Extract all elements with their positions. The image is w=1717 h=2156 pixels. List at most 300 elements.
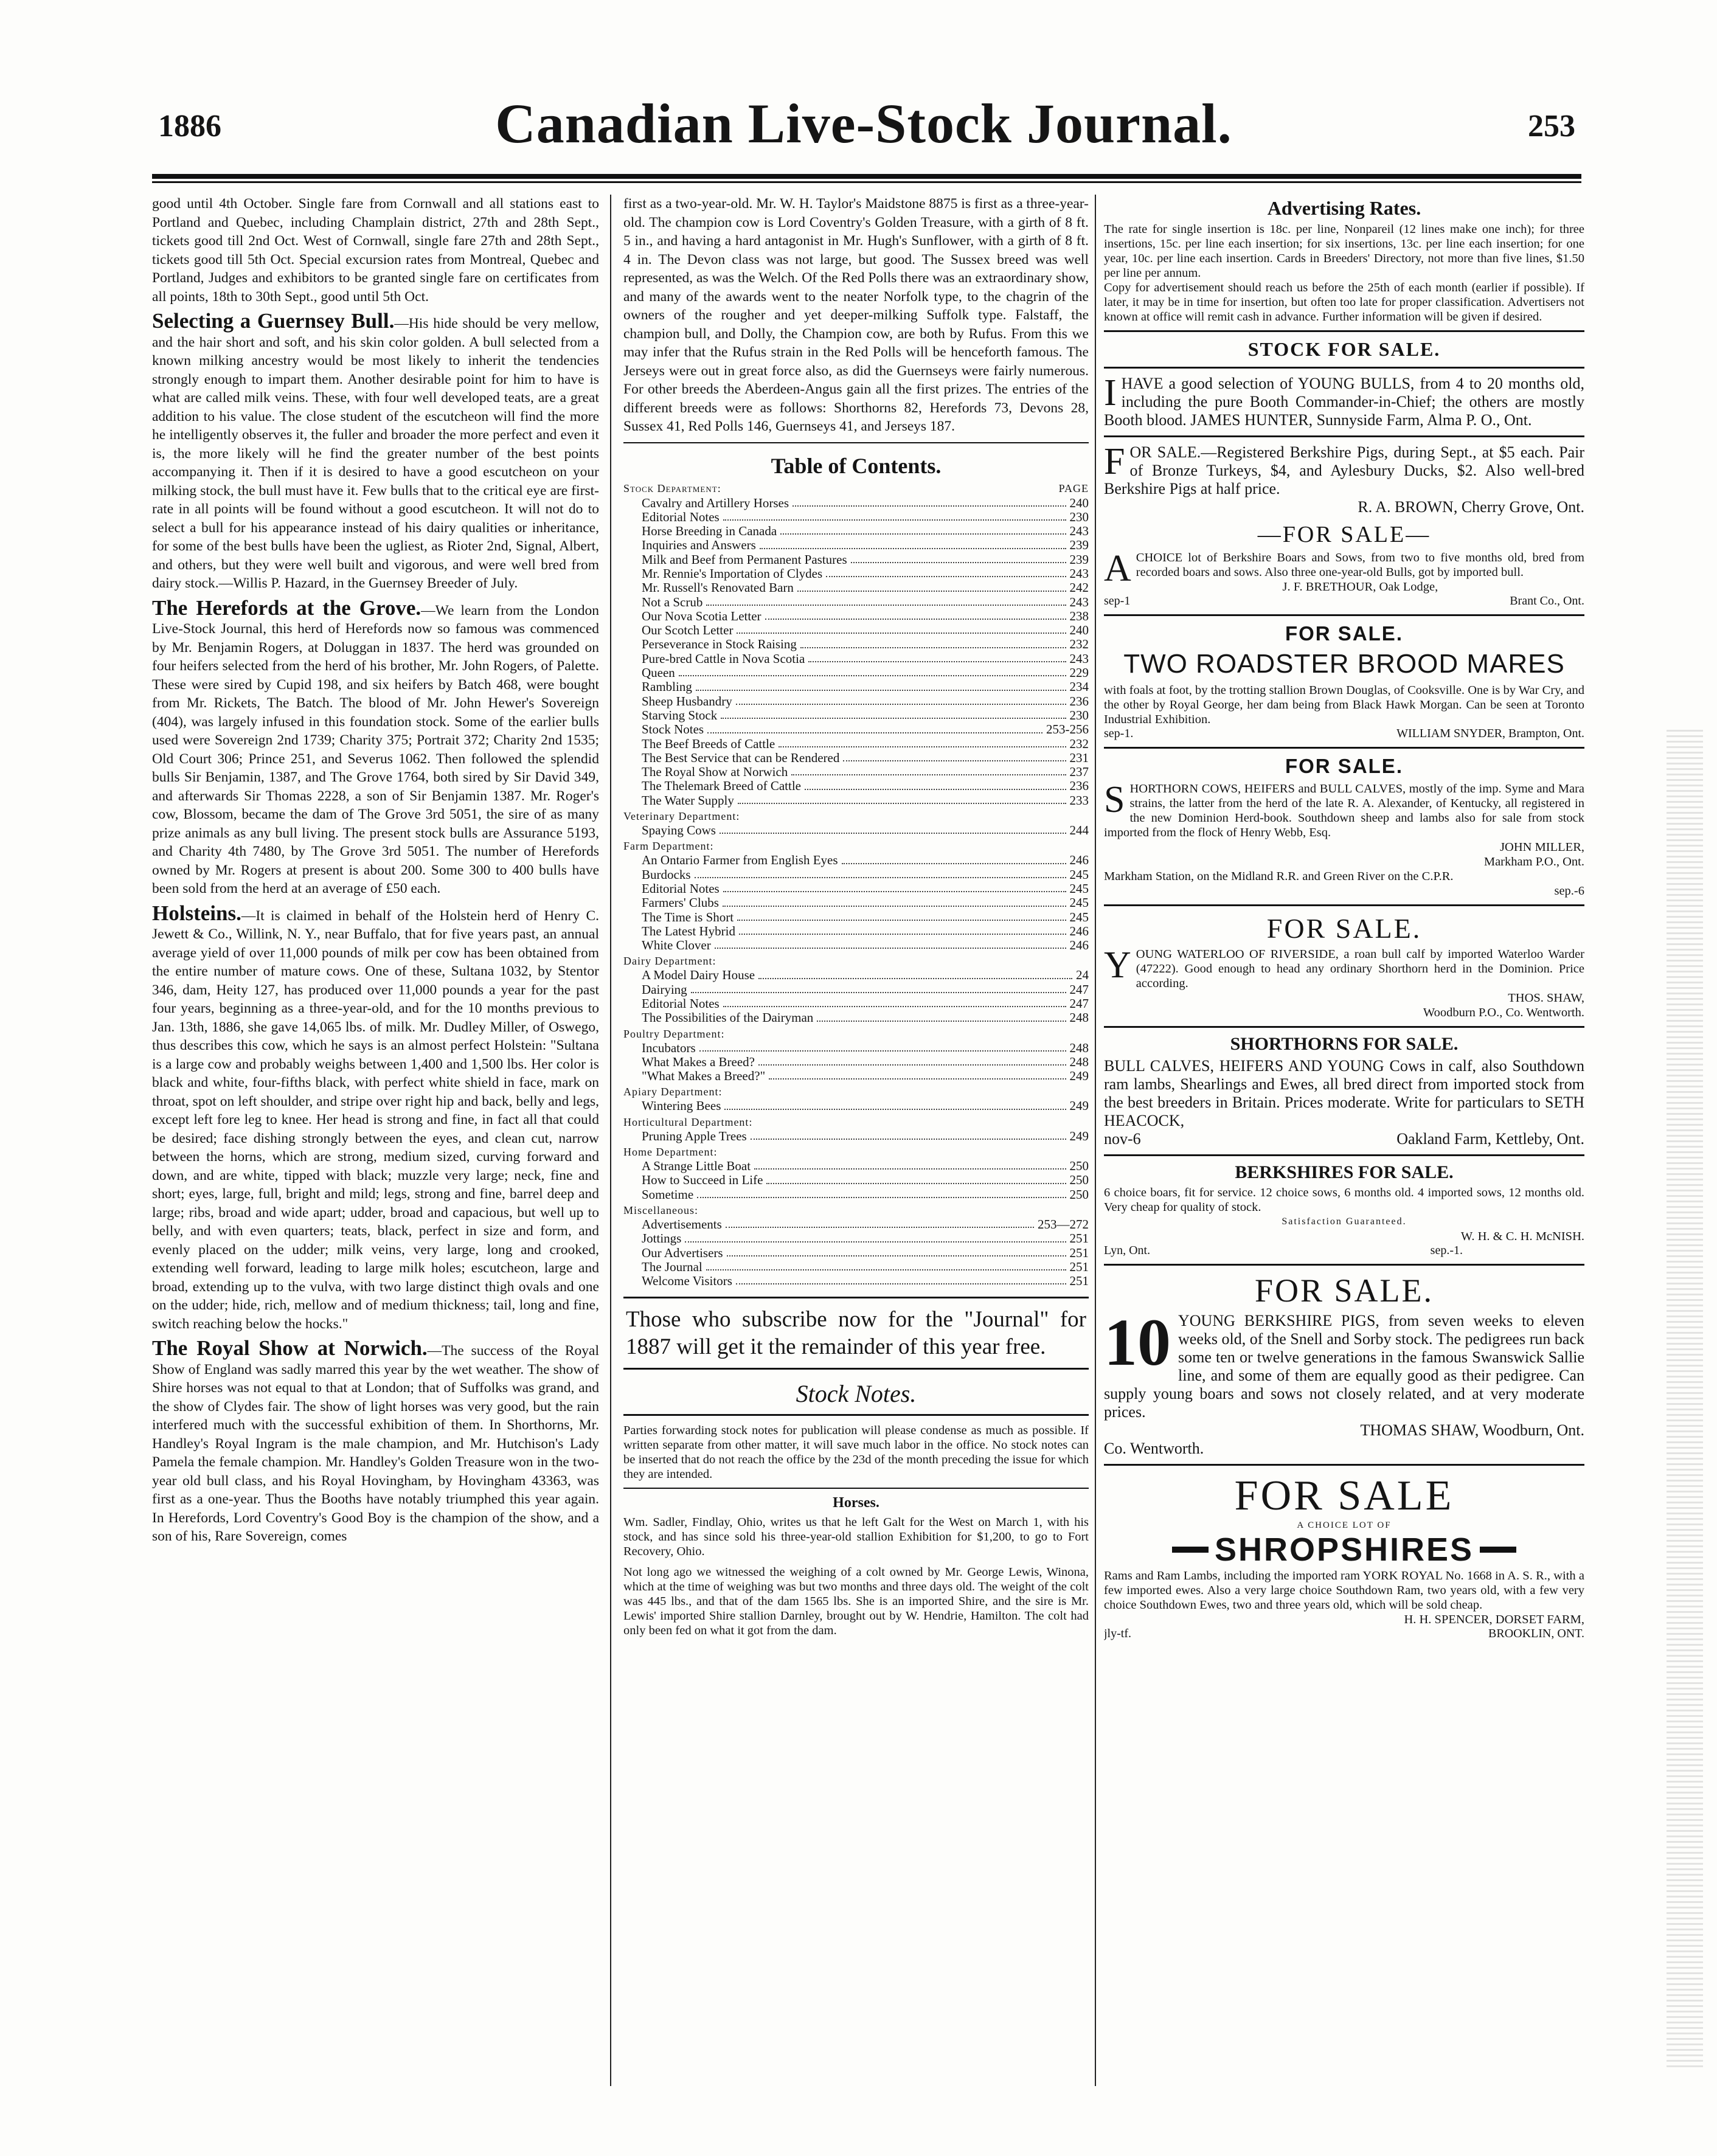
brown-ad-text: OR SALE.—Registered Berkshire Pigs, during Sept., at $5 each. Pair of Bronze Turkeys, $4, and Aylesbury Ducks, $2. Also well-bred Berkshire Pigs at half price. (1104, 443, 1584, 497)
toc-entry (623, 882, 1089, 896)
toc-entry-title: The Time is Short (642, 909, 734, 924)
toc-entry (623, 1041, 1089, 1055)
toc-entry-title: Mr. Russell's Renovated Barn (642, 580, 794, 595)
snyder-ad-text: with foals at foot, by the trotting stallion Brown Douglas, of Cooksville. One is by War Cry, and the other by Royal George, her dam being from Black Hawk Morgan. Can be seen at Toronto Industrial Exhibition. (1104, 684, 1584, 726)
toc-dot-leader (736, 695, 1066, 705)
toc-entry-title: Spaying Cows (642, 823, 716, 838)
toc-entry (623, 924, 1089, 938)
toc-entry (623, 823, 1089, 837)
toc-dot-leader (724, 1099, 1066, 1109)
shaw-pigs-ad-text: YOUNG BERKSHIRE PIGS, from seven weeks to eleven weeks old, of the Snell and Sorby stock. The pedigrees run back some ten or twelve generations in the famous Swanswick Sallie line, and some of them are equally good as their pedigree. Can supply young boars and sows not closely related, and at very moderate prices. (1104, 1312, 1584, 1421)
toc-dot-leader (699, 1041, 1066, 1052)
toc-entry-page: 246 (1069, 923, 1089, 938)
spencer-ad-location: BROOKLIN, ONT. (1488, 1627, 1584, 1640)
toc-dot-leader (817, 1011, 1066, 1021)
toc-section-heading: Farm Department: (623, 840, 714, 853)
column-divider-1 (610, 195, 611, 2086)
toc-entry (623, 695, 1089, 709)
toc-entry (623, 737, 1089, 751)
heacock-ad-heading: SHORTHORNS FOR SALE. (1230, 1034, 1459, 1054)
toc-entry (623, 496, 1089, 510)
guernsey-heading: Selecting a Guernsey Bull. (152, 309, 395, 333)
toc-dot-leader (723, 510, 1066, 521)
toc-entry (623, 652, 1089, 666)
toc-dot-leader (808, 652, 1066, 662)
toc-entry (623, 581, 1089, 595)
toc-entry-title: Welcome Visitors (642, 1274, 732, 1289)
royal-show-body: —The success of the Royal Show of England was sadly marred this year by the wet weather. The show of Shire horses was not equal to that at London; that of Suffolks was grand, and the show of Clydes fair. The show of light horses was very good, but the rain interfered much with the successful exhibition of them. In Shorthorns, Mr. Handley's Royal Ingram is the male champion, and Mr. Hutchison's Lady Pamela the female champion. Mr. Handley's Golden Treasure won in the two-year old bull class, and his Royal Hovingham, by Hovingham 43363, was first as a one-year. Thus the Booths have notably triumphed this year again. In Herefords, Lord Coventry's Good Boy is the champion of the show, and a son of his, Rare Sovereign, comes (152, 1343, 599, 1544)
toc-entry-page: 251 (1069, 1245, 1089, 1260)
toc-dot-leader (826, 567, 1066, 577)
toc-dot-leader (800, 637, 1066, 648)
toc-entry (623, 751, 1089, 765)
shaw-pigs-ad-signature: THOMAS SHAW, Woodburn, Ont. (1360, 1421, 1584, 1439)
holsteins-body: —It is claimed in behalf of the Holstein herd of Henry C. Jewett & Co., Willink, N. Y., near Buffalo, that for five years past, an annual average yield of over 11,000 pounds of milk per cow has been obtained from the entire number of mature cows. One of these, Sultana 1032, by Stentor 346, dam, Heity 127, has produced over 11,000 pounds a year for the past four years, beginning as a three-year-old, and for the 10 months previous to Jan. 13th, 1886, she gave 14,065 lbs. of milk. Mr. Dudley Miller, of Oswego, thus describes this cow, which he says is an almost perfect Holstein: "Sultana is a large cow and probably weighs between 1,400 and 1,500 lbs. Her color is black and white, four-fifths black, with perfect white shield in face, mark on throat, spot on left shoulder, and stripe over right hip and back, belly and legs, except left fore leg to knee. Her head is strong and fine, in fact all that could be desired; face dishing strongly between the eyes, and clean cut, narrow between the horns, which are strong, medium sized, curving forward and down, and are white, tipped with black; muzzle very large; neck, fine and short; eyes, large, full, bright and mild; legs, strong and fine, barrel deep and large; ribs, broad and wide apart; udder, broad and capacious, but well up to belly, and with even quarters; teats, black, perfect in size and form, and evenly placed on the udder; milk veins, very large, long and crooked, extending well forward, leading to large milk holes; escutcheon, large and broad, extending up to the vulva, with two large distinct thigh ovals and one on the udder; hide, rich, mellow and of medium thickness; tail, long and fine, switch reaching below the hocks." (152, 907, 599, 1332)
toc-entry-page: 231 (1069, 750, 1089, 765)
toc-entry-page: 232 (1069, 637, 1089, 652)
toc-dot-leader (695, 868, 1066, 878)
divider (1104, 747, 1584, 749)
toc-entry-title: Rambling (642, 679, 692, 695)
toc-entry (623, 1246, 1089, 1260)
toc-entry-page: 236 (1069, 693, 1089, 709)
toc-entry-title: Queen (642, 665, 675, 681)
right-column (1104, 195, 1584, 2086)
drop-cap: I (1104, 375, 1117, 414)
horses-note-lewis: Not long ago we witnessed the weighing of a colt owned by Mr. George Lewis, Winona, which at the time of weighing was but two months and three days old. The weight of the colt was 445 lbs., and that of the dam 1565 lbs. She is an imported Shire, and the sire is Mr. Lewis' imported Shire stallion Darnley, brought out by W. Hendrie, Hamilton. The colt had only been fed on what it got from the dam. (623, 1565, 1089, 1638)
toc-entry-title: Starving Stock (642, 707, 718, 723)
toc-entry-page: 250 (1069, 1187, 1089, 1202)
toc-entry-page: 253—272 (1038, 1216, 1089, 1232)
toc-dot-leader (754, 1159, 1066, 1170)
toc-entry-page: 240 (1069, 495, 1089, 510)
page-edge-shadow (1667, 730, 1703, 2068)
toc-entry-title: What Makes a Breed? (642, 1054, 755, 1069)
toc-entry (623, 1218, 1089, 1232)
spencer-ad-title-row (1104, 1531, 1584, 1568)
horses-heading: Horses. (833, 1495, 879, 1511)
toc-entry-title: Advertisements (642, 1216, 722, 1232)
hunter-ad (1104, 375, 1584, 429)
royal-show-heading: The Royal Show at Norwich. (152, 1336, 428, 1360)
divider (1104, 1154, 1584, 1156)
toc-section-heading: Veterinary Department: (623, 810, 740, 823)
middle-column (623, 195, 1089, 2086)
toc-dot-leader (723, 997, 1066, 1007)
toc-entry-title: Inquiries and Answers (642, 538, 756, 553)
spencer-ad-code: jly-tf. (1104, 1627, 1131, 1640)
toc-dot-leader (769, 1069, 1066, 1080)
toc-entry (623, 765, 1089, 779)
toc-entry (623, 896, 1089, 910)
mcnish-ad-footer (1104, 1244, 1584, 1258)
holsteins-heading: Holsteins. (152, 901, 241, 925)
toc-entry (623, 1011, 1089, 1025)
toc-entry-title: The Water Supply (642, 792, 734, 808)
toc-dot-leader (738, 794, 1066, 804)
toc-entry-page: 239 (1069, 552, 1089, 567)
toc-entry-page: 230 (1069, 707, 1089, 723)
toc-entry (623, 938, 1089, 952)
guernsey-article (152, 309, 599, 593)
brethour-ad-location: Brant Co., Ont. (1510, 594, 1584, 608)
advertising-rates-title: Advertising Rates. (1267, 197, 1421, 219)
toc-entry-page: 248 (1069, 1054, 1089, 1069)
mcnish-ad-location: Lyn, Ont. (1104, 1244, 1151, 1257)
miller-ad-station: Markham Station, on the Midland R.R. and Green River on the C.P.R. (1104, 870, 1454, 883)
drop-cap: 10 (1104, 1312, 1171, 1379)
toc-entry-title: Not a Scrub (642, 594, 703, 609)
toc-title: Table of Contents. (771, 453, 942, 478)
toc-entry-title: The Journal (642, 1259, 702, 1274)
guernsey-body: —His hide should be very mellow, and the hair short and soft, and his skin color golden. A bull selected from a known milking ancestry would be most likely to inherit the tendencies strongly enough to impart them. Another desirable point for him to have is what are called milk veins. These, with four well developed teats, are a great addition to his value. The close student of the escutcheon will find the more he intelligently observes it, the fuller and broader the more perfect and even it is, the more likely will he find the greater number of the best points accompanying it. Then if it is desired to have a good escutcheon on your milking stock, the bull must have it. Few bulls that to the critical eye are first-rate in all points will be found without a good escutcheon. It will not do to select a bull for his appearance instead of his dairy qualities or inheritance, for some of the best bulls have been the ugliest, as Rioter 2nd, Signal, Albert, and others, but they were well built and vigorous, and were well bred from dairy stock.—Willis P. Hazard, in the Guernsey Breeder of July. (152, 316, 599, 591)
toc-header (623, 482, 1089, 495)
stock-notes-intro: Parties forwarding stock notes for publication will please condense as much as possible. If written separate from other matter, it will save much labor in the office. No stock notes can be inserted that do not reach the office by the 23d of the month preceding the issue for which they are intended. (623, 1424, 1089, 1482)
toc-entry-page: 240 (1069, 623, 1089, 638)
toc-entry-title: Editorial Notes (642, 881, 720, 896)
toc-entry (623, 1069, 1089, 1083)
toc-entry-title: Stock Notes (642, 722, 704, 737)
royal-show-article (152, 1336, 599, 1546)
masthead-rule (152, 174, 1581, 179)
table-of-contents (623, 496, 1089, 1289)
toc-entry-title: The Possibilities of the Dairyman (642, 1010, 814, 1025)
toc-entry-page: 237 (1069, 764, 1089, 780)
shaw-bull-ad-text: OUNG WATERLOO OF RIVERSIDE, a roan bull calf by imported Waterloo Warder (47222). Good enough to head any ordinary Shorthorn herd in the Dominion. Price according. (1136, 948, 1584, 990)
toc-entry (623, 1173, 1089, 1187)
toc-dot-leader (707, 723, 1042, 733)
spencer-ad-subheading: A CHOICE LOT OF (1297, 1520, 1392, 1530)
heacock-ad-footer (1104, 1130, 1584, 1148)
toc-entry (623, 609, 1089, 623)
holsteins-article (152, 901, 599, 1334)
ornament-bar (1172, 1547, 1209, 1553)
drop-cap: S (1104, 782, 1125, 820)
toc-entry-page: 239 (1069, 538, 1089, 553)
miller-ad-signature: JOHN MILLER, (1500, 841, 1584, 854)
toc-entry-title: Perseverance in Stock Raising (642, 637, 797, 652)
shaw-bull-ad-heading: FOR SALE. (1266, 913, 1422, 944)
toc-entry-page: 236 (1069, 778, 1089, 794)
toc-entry-page: 248 (1069, 1040, 1089, 1055)
toc-entry (623, 567, 1089, 581)
brethour-ad (1104, 550, 1584, 608)
toc-section-heading: Home Department: (623, 1146, 718, 1159)
toc-dot-leader (706, 595, 1066, 606)
toc-entry-title: Wintering Bees (642, 1098, 721, 1114)
toc-entry-page: 243 (1069, 566, 1089, 581)
toc-entry-page: 245 (1069, 909, 1089, 924)
toc-entry (623, 623, 1089, 637)
toc-entry-title: How to Succeed in Life (642, 1173, 763, 1188)
toc-entry-title: Sheep Husbandry (642, 693, 732, 709)
toc-entry (623, 637, 1089, 651)
toc-entry-title: Editorial Notes (642, 509, 720, 524)
toc-first-section: Stock Department: (623, 482, 721, 494)
toc-dot-leader (758, 1055, 1066, 1066)
toc-dot-leader (851, 553, 1066, 563)
toc-entry-page: 229 (1069, 665, 1089, 681)
divider (1104, 904, 1584, 906)
hunter-ad-text: HAVE a good selection of YOUNG BULLS, from 4 to 20 months old, including the pure Booth Commander-in-Chief; the others are mostly Booth blood. JAMES HUNTER, Sunnyside Farm, Alma P. O., Ont. (1104, 375, 1584, 429)
heacock-ad-text: BULL CALVES, HEIFERS AND YOUNG Cows in calf, also Southdown ram lambs, Shearlings and Ewes, all bred direct from imported stock from the best breeders in Britain. Prices moderate. Write for particulars to SETH HEACOCK, (1104, 1057, 1584, 1129)
toc-dot-leader (727, 1246, 1066, 1257)
shaw-bull-ad-address: Woodburn P.O., Co. Wentworth. (1423, 1006, 1584, 1019)
horses-note-sadler: Wm. Sadler, Findlay, Ohio, writes us that he left Galt for the West on March 1, with his stock, and has since sold his three-year-old stallion Exhibition for $1,200, to go to Fort Recovery, Ohio. (623, 1516, 1089, 1559)
toc-entry (623, 779, 1089, 793)
toc-entry (623, 983, 1089, 997)
shaw-pigs-ad-location: Co. Wentworth. (1104, 1440, 1204, 1457)
toc-entry-page: 243 (1069, 651, 1089, 666)
toc-entry (623, 1232, 1089, 1246)
toc-entry-title: "What Makes a Breed?" (642, 1069, 766, 1084)
toc-entry-page: 24 (1076, 968, 1089, 983)
snyder-ad-heading: FOR SALE. (1285, 622, 1403, 645)
mcnish-ad-signature: W. H. & C. H. McNISH. (1460, 1230, 1584, 1243)
toc-entry-title: Our Scotch Letter (642, 623, 734, 638)
toc-dot-leader (696, 680, 1066, 690)
toc-entry (623, 910, 1089, 924)
toc-entry-title: The Latest Hybrid (642, 923, 735, 938)
royal-show-continued: first as a two-year-old. Mr. W. H. Taylor's Maidstone 8875 is first as a three-year-old. The champion cow is Lord Coventry's Golden Treasure, with a girth of 8 ft. 5 in., and having a hard antagonist in Mr. Hugh's Sunflower, with a girth of 8 ft. 4 in. The Devon class was not large, but good. The Sussex breed was well represented, as was the Welch. Of the Red Polls there was an extraordinary show, and many of the awards went to the neater Norfolk type, to the chagrin of the owners of the rougher and yet deeper-milking Suffolk type. Falstaff, the champion bull, and Dolly, the Champion cow, are both by Rufus. From this we may infer that the Rufus strain in the Red Polls will be henceforth famous. The Jerseys were out in great force also, as did the Guernseys were fairly numerous. For other breeds the Aberdeen-Angus gain all the first prizes. The entries of the different breeds were as follows: Shorthorns 82, Herefords 73, Devons 28, Sussex 41, Red Polls 146, Guernseys 41, and Jerseys 187. (623, 196, 1089, 434)
divider (623, 442, 1089, 443)
toc-entry-title: Our Advertisers (642, 1245, 723, 1260)
toc-entry-title: Dairying (642, 982, 687, 997)
toc-entry (623, 997, 1089, 1011)
toc-entry-page: 253-256 (1046, 722, 1089, 737)
toc-dot-leader (721, 709, 1066, 719)
toc-dot-leader (760, 538, 1066, 549)
toc-entry (623, 1260, 1089, 1274)
drop-cap: F (1104, 443, 1125, 482)
toc-page-label: PAGE (1058, 482, 1089, 494)
masthead-title: Canadian Live-Stock Journal. (495, 92, 1232, 154)
toc-dot-leader (793, 496, 1066, 507)
toc-dot-leader (751, 1129, 1066, 1140)
spencer-ad-footer (1104, 1627, 1584, 1641)
advertising-rates-copy: Copy for advertisement should reach us before the 25th of each month (earlier if possible). If later, it may be in time for insertion, but often too late for proper classification. Advertisers not known at office will remit cash in advance. Further information will be given if desired. (1104, 281, 1584, 324)
toc-entry-page: 249 (1069, 1128, 1089, 1143)
toc-entry-page: 251 (1069, 1231, 1089, 1246)
toc-entry (623, 868, 1089, 882)
miller-ad-code: sep.-6 (1554, 884, 1584, 898)
toc-dot-leader (739, 924, 1066, 935)
spencer-ad-title: SHROPSHIRES (1214, 1531, 1474, 1568)
toc-entry (623, 794, 1089, 808)
snyder-ad-code: sep-1. (1104, 727, 1134, 740)
divider (1104, 1264, 1584, 1266)
toc-entry-page: 250 (1069, 1173, 1089, 1188)
toc-dot-leader (723, 896, 1066, 906)
mcnish-ad-heading: BERKSHIRES FOR SALE. (1235, 1162, 1454, 1182)
toc-entry (623, 538, 1089, 552)
toc-dot-leader (843, 751, 1066, 761)
toc-entry-title: The Thelemark Breed of Cattle (642, 778, 802, 794)
brethour-ad-signature: J. F. BRETHOUR, Oak Lodge, (1282, 580, 1438, 594)
divider (1104, 1464, 1584, 1466)
herefords-heading: The Herefords at the Grove. (152, 595, 421, 620)
stock-notes-title: Stock Notes. (623, 1376, 1089, 1416)
divider (623, 1488, 1089, 1489)
snyder-ad-signature: WILLIAM SNYDER, Brampton, Ont. (1396, 727, 1584, 740)
toc-entry-page: 249 (1069, 1098, 1089, 1114)
drop-cap: Y (1104, 947, 1131, 986)
toc-dot-leader (758, 968, 1072, 979)
toc-dot-leader (726, 1218, 1034, 1228)
toc-entry-page: 242 (1069, 580, 1089, 595)
toc-dot-leader (779, 737, 1066, 747)
toc-entry-page: 234 (1069, 679, 1089, 695)
toc-entry-title: Our Nova Scotia Letter (642, 608, 761, 623)
toc-entry-title: A Strange Little Boat (642, 1159, 751, 1174)
herefords-body: —We learn from the London Live-Stock Journal, this herd of Herefords now so famous was commenced by Mr. Benjamin Rogers, at Doluggan in 1837. The herd was grounded on four heifers selected from the herd of his brother, Mr. John Rogers, of Palette. These were sired by Cupid 198, and six heifers by Batch 468, were bought from Mr. Rickets, The Batch. The blood of Mr. John Hewer's Sovereign (404), was largely infused in this foundation stock. Some of the earlier bulls used were Sovereign 2nd 1739; Charity 375; Portrait 372; Charity 2nd 1535; Old Court 306; Prince 251, and Severus 1062. Then followed the splendid bulls Sir Benjamin, 1387, and The Grove 1764, both sired by Sir David 349, and afterwards Sir Thomas 2228, a son of Sir Benjamin 1387. Mr. Roger's cow, Blossom, became the dam of The Grove 3rd 5051, the sire of as many prize animals as any bull living. The present stock bulls are Assurance 5193, and Charity 4th 7480, by The Grove 3rd 5051. The number of Herefords owned by Mr. Rogers at present is about 200. Some 300 to 400 bulls have been sold from the herd at an average of £50 each. (152, 602, 599, 896)
toc-dot-leader (805, 779, 1066, 789)
toc-dot-leader (765, 609, 1066, 620)
toc-entry-title: The Royal Show at Norwich (642, 764, 788, 780)
toc-dot-leader (797, 581, 1066, 591)
toc-section-heading: Apiary Department: (623, 1086, 723, 1098)
toc-dot-leader (791, 765, 1066, 775)
mcnish-ad-code: sep.-1. (1430, 1244, 1463, 1257)
toc-entry-page: 246 (1069, 853, 1089, 868)
header-year: 1886 (158, 109, 221, 144)
toc-entry-title: Editorial Notes (642, 996, 720, 1011)
toc-entry-page: 248 (1069, 1010, 1089, 1025)
toc-entry-title: The Best Service that can be Rendered (642, 750, 840, 765)
toc-entry (623, 968, 1089, 982)
divider (1104, 367, 1584, 369)
miller-ad-heading: FOR SALE. (1285, 755, 1403, 777)
mcnish-ad-guarantee: Satisfaction Guaranteed. (1282, 1216, 1407, 1227)
toc-dot-leader (679, 666, 1066, 676)
toc-entry (623, 709, 1089, 723)
toc-entry-title: Pure-bred Cattle in Nova Scotia (642, 651, 805, 666)
toc-dot-leader (737, 623, 1066, 634)
brethour-ad-heading: —FOR SALE— (1257, 522, 1431, 547)
page-number: 253 (1528, 109, 1575, 144)
toc-entry-page: 230 (1069, 509, 1089, 524)
toc-entry-page: 250 (1069, 1159, 1089, 1174)
toc-entry-page: 247 (1069, 996, 1089, 1011)
column-divider-2 (1095, 195, 1096, 2086)
spencer-ad-signature: H. H. SPENCER, DORSET FARM, (1404, 1613, 1584, 1626)
toc-entry-page: 232 (1069, 736, 1089, 751)
toc-dot-leader (780, 524, 1066, 535)
miller-ad (1104, 782, 1584, 898)
advertising-rates-body: The rate for single insertion is 18c. per line, Nonpareil (12 lines make one inch); for three insertions, 15c. per line each insertion; for six insertions, 13c. per line each insertion; for one year, 10c. per line each insertion. Cards in Breeders' Directory, not more than five lines, $1.50 per line per annum. (1104, 223, 1584, 280)
toc-entry-page: 245 (1069, 881, 1089, 896)
toc-dot-leader (766, 1173, 1066, 1184)
toc-entry-title: Jottings (642, 1231, 682, 1246)
toc-dot-leader (706, 1260, 1066, 1270)
toc-entry (623, 1055, 1089, 1069)
miller-ad-address: Markham P.O., Ont. (1483, 855, 1584, 868)
toc-entry-page: 251 (1069, 1274, 1089, 1289)
ornament-bar (1480, 1547, 1516, 1553)
toc-entry-page: 245 (1069, 867, 1089, 882)
toc-entry (623, 1129, 1089, 1143)
toc-entry (623, 1274, 1089, 1288)
toc-entry (623, 524, 1089, 538)
toc-dot-leader (720, 823, 1066, 834)
toc-section-heading: Poultry Department: (623, 1027, 725, 1040)
miller-ad-text: HORTHORN COWS, HEIFERS and BULL CALVES, mostly of the imp. Syme and Mara strains, the latter from the herd of the late R. A. Alexander, of Kentucky, all registered in the new Dominion Herd-book. Southdown sheep and lambs also for sale from stock imported from the flock of Henry Webb, Esq. (1104, 782, 1584, 839)
brethour-ad-footer (1104, 594, 1584, 608)
toc-dot-leader (715, 938, 1066, 949)
toc-entry-title: Pruning Apple Trees (642, 1128, 747, 1143)
toc-entry-title: Milk and Beef from Permanent Pastures (642, 552, 847, 567)
divider (1104, 330, 1584, 332)
shaw-bull-ad-signature: THOS. SHAW, (1508, 991, 1584, 1005)
toc-entry (623, 1099, 1089, 1113)
mcnish-ad-text: 6 choice boars, fit for service. 12 choice sows, 6 months old. 4 imported sows, 12 months old. Very cheap for quality of stock. (1104, 1186, 1584, 1214)
toc-entry-title: Mr. Rennie's Importation of Clydes (642, 566, 823, 581)
brown-ad (1104, 443, 1584, 516)
divider (1104, 1026, 1584, 1028)
excursion-paragraph: good until 4th October. Single fare from Cornwall and all stations east to Portland and Quebec, including Champlain district, 27th and 28th Sept., tickets good till 2nd Oct. West of Cornwall, single fare 27th and 28th Sept., tickets good till 5th Oct. Special excursion rates from Montreal, Quebec and Portland, Judges and exhibitors to be granted single fare on certificates from all points, 18th to 30th Sept., good until 5th Oct. (152, 196, 599, 305)
heacock-ad-code: nov-6 (1104, 1130, 1141, 1148)
toc-section-heading: Miscellaneous: (623, 1204, 698, 1216)
toc-entry-title: Incubators (642, 1040, 696, 1055)
toc-entry (623, 680, 1089, 694)
divider (1104, 435, 1584, 437)
divider (1104, 614, 1584, 616)
toc-entry-title: Cavalry and Artillery Horses (642, 495, 789, 510)
snyder-ad-footer (1104, 727, 1584, 741)
toc-dot-leader (842, 853, 1066, 864)
toc-entry-title: Burdocks (642, 867, 691, 882)
toc-entry (623, 553, 1089, 567)
toc-entry-title: Sometime (642, 1187, 694, 1202)
toc-entry-page: 247 (1069, 982, 1089, 997)
toc-entry (623, 853, 1089, 867)
toc-entry-page: 244 (1069, 823, 1089, 838)
brethour-ad-text: CHOICE lot of Berkshire Boars and Sows, from two to five months old, bred from recorded boars and sows. Also three one-year-old Bulls, got by imported bull. (1136, 551, 1584, 579)
toc-entry (623, 595, 1089, 609)
toc-entry-title: Horse Breeding in Canada (642, 524, 777, 539)
spencer-ad-text: Rams and Ram Lambs, including the imported ram YORK ROYAL No. 1668 in A. S. R., with a few imported ewes. Also a very large choice Southdown Ram, two years old, with a few very choice Southdown Ewes, two and three years old, which will be sold cheap. (1104, 1569, 1584, 1612)
toc-section-heading: Horticultural Department: (623, 1115, 753, 1128)
toc-entry-page: 243 (1069, 594, 1089, 609)
toc-entry-page: 245 (1069, 895, 1089, 910)
masthead-rule-thin (152, 181, 1581, 183)
toc-entry (623, 510, 1089, 524)
snyder-ad-title: TWO ROADSTER BROOD MARES (1123, 649, 1565, 679)
herefords-article (152, 595, 599, 898)
toc-dot-leader (697, 1188, 1066, 1198)
shaw-pigs-ad-heading: FOR SALE. (1254, 1272, 1434, 1309)
toc-entry-title: Farmers' Clubs (642, 895, 719, 910)
heacock-ad-signature: Oakland Farm, Kettleby, Ont. (1396, 1130, 1584, 1148)
toc-entry-title: A Model Dairy House (642, 968, 755, 983)
shaw-pigs-ad (1104, 1312, 1584, 1458)
toc-entry-title: White Clover (642, 938, 711, 953)
drop-cap: A (1104, 550, 1131, 589)
toc-entry-title: An Ontario Farmer from English Eyes (642, 853, 838, 868)
toc-entry-page: 251 (1069, 1259, 1089, 1274)
brethour-ad-code: sep-1 (1104, 594, 1131, 608)
spencer-ad-heading: FOR SALE (1234, 1472, 1454, 1519)
brown-ad-signature: R. A. BROWN, Cherry Grove, Ont. (1358, 498, 1584, 516)
shaw-bull-ad (1104, 947, 1584, 1020)
toc-entry (623, 723, 1089, 737)
toc-section-heading: Dairy Department: (623, 955, 716, 968)
toc-entry-page: 246 (1069, 938, 1089, 953)
toc-entry-page: 249 (1069, 1069, 1089, 1084)
toc-dot-leader (737, 910, 1066, 921)
left-column (152, 195, 599, 2086)
toc-dot-leader (736, 1274, 1066, 1284)
